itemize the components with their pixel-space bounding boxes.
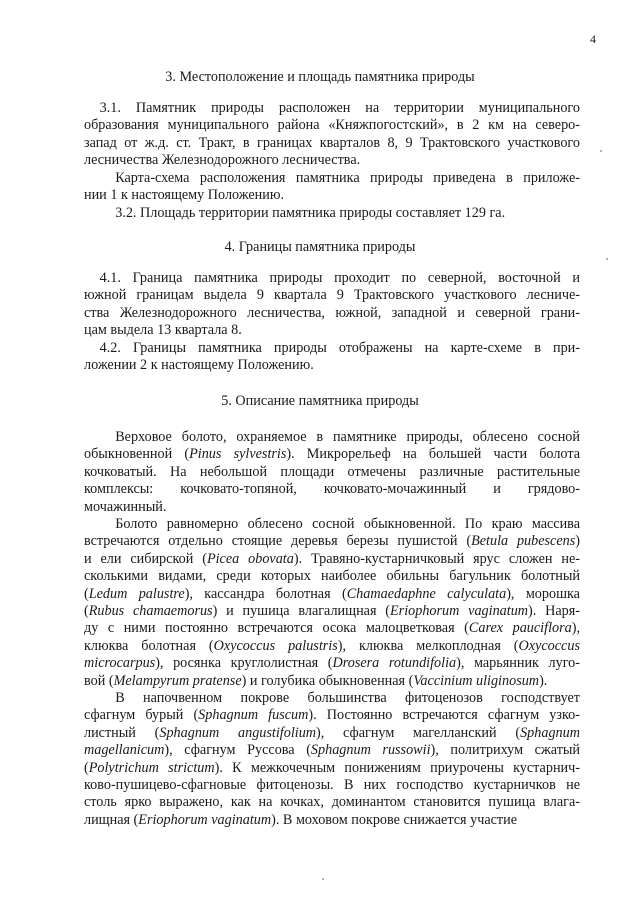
text-line: лищная (Eriophorum vaginatum). В моховом покрове снижается участие xyxy=(84,811,518,828)
text-line: (Ledum palustre), кассандра болотная (Chamaedaphne calyculata), морошка xyxy=(84,585,580,602)
text-line: ду с ними постоянно встречаются осока малоцветковая (Carex pauciflora), xyxy=(84,620,580,637)
text-line: Болото равномерно облесено сосной обыкновенной. По краю массива xyxy=(115,516,580,532)
text-line: южной границам выдела 9 квартала 9 Трактовского участкового лесниче- xyxy=(84,287,580,304)
text-line: magellanicum), сфагнум Руссова (Sphagnum russowii), политрихум сжатый xyxy=(84,742,581,759)
text-line: В напочвенном покрове большинства фитоценозов господствует xyxy=(115,690,580,706)
text-line: Верховое болото, охраняемое в памятнике природы, облесено сосной xyxy=(115,429,580,445)
text-line: и ели сибирской (Picea obovata). Травяно-кустарничковый ярус сложен не- xyxy=(84,550,580,567)
page-number: 4 xyxy=(590,32,596,46)
scan-speck xyxy=(600,150,602,152)
text-line: мочажинный. xyxy=(84,498,167,515)
paragraph-3-2 xyxy=(84,205,580,222)
text-line: 3.1. Памятник природы расположен на территории муниципального xyxy=(99,100,580,116)
text-line: Карта-схема расположения памятника природы приведена в приложе- xyxy=(115,170,580,186)
text-line: обыкновенной (Pinus sylvestris). Микрорельеф на большей части болота xyxy=(84,446,580,463)
paragraph-5-vegetation xyxy=(84,516,580,690)
text-line: ства Железнодорожного лесничества, южной, западной и северной грани- xyxy=(84,304,580,321)
text-line: 4.2. Границы памятника природы отображены на карте-схеме в при- xyxy=(99,340,580,356)
text-line: цам выдела 13 квартала 8. xyxy=(84,322,242,339)
scan-speck xyxy=(606,258,608,260)
text-line: (Rubus chamaemorus) и пушица влагалищная (Eriophorum vaginatum). Наря- xyxy=(84,603,580,620)
text-line: комплексы: кочковато-топяной, кочковато-мочажинный и грядово- xyxy=(84,481,580,498)
text-line: запад от ж.д. ст. Тракт, в границах кварталов 8, 9 Трактовского участкового xyxy=(84,134,580,151)
paragraph-3-1-map xyxy=(84,170,580,205)
text-line: нии 1 к настоящему Положению. xyxy=(84,187,285,204)
text-line: сколькими видами, среди которых наиболее обильны багульник болотный xyxy=(84,568,580,585)
scan-speck xyxy=(322,878,324,880)
text-line: кочковатый. На небольшой площади отмечены различные растительные xyxy=(84,463,580,480)
paragraph-5-intro xyxy=(84,429,580,516)
paragraph-4-2 xyxy=(84,340,580,375)
heading-section-4: 4. Границы памятника природы xyxy=(224,239,416,255)
text-line: сфагнум бурый (Sphagnum fuscum). Постоянно встречаются сфагнум узко- xyxy=(84,707,580,724)
text-line: клюква болотная (Oxycoccus palustris), клюква мелкоплодная (Oxycoccus xyxy=(84,637,580,654)
text-line: образования муниципального района «Княжпогостский», в 2 км на северо- xyxy=(84,117,580,134)
heading-section-5: 5. Описание памятника природы xyxy=(221,393,419,409)
heading-section-3: 3. Местоположение и площадь памятника природы xyxy=(165,69,475,85)
paragraph-5-moss-cover xyxy=(84,690,580,829)
paragraph-3-1 xyxy=(84,100,580,170)
text-line: лесничества Железнодорожного лесничества. xyxy=(84,152,361,169)
text-line: 3.2. Площадь территории памятника природы составляет 129 га. xyxy=(115,205,506,221)
text-line: листный (Sphagnum angustifolium), сфагнум магелланский (Sphagnum xyxy=(84,724,580,741)
text-line: ково-пушицево-сфагновые фитоценозы. В них господство кустарничков не xyxy=(84,777,580,794)
text-line: ложении 2 к настоящему Положению. xyxy=(84,357,314,374)
text-line: (Polytrichum strictum). К межкочечным понижениям приурочены кустарнич- xyxy=(84,759,580,776)
text-line: microcarpus), росянка круглолистная (Drosera rotundifolia), марьянник луго- xyxy=(84,655,580,672)
text-line: встречаются отдельно стоящие деревья березы пушистой (Betula pubescens) xyxy=(84,533,580,550)
paragraph-4-1 xyxy=(84,270,580,340)
text-line: вой (Melampyrum pratense) и голубика обыкновенная (Vaccinium uliginosum). xyxy=(84,672,548,689)
text-line: столь ярко выражено, как на кочках, доминантом становится пушица влага- xyxy=(84,794,580,811)
text-line: 4.1. Граница памятника природы проходит по северной, восточной и xyxy=(99,270,580,286)
